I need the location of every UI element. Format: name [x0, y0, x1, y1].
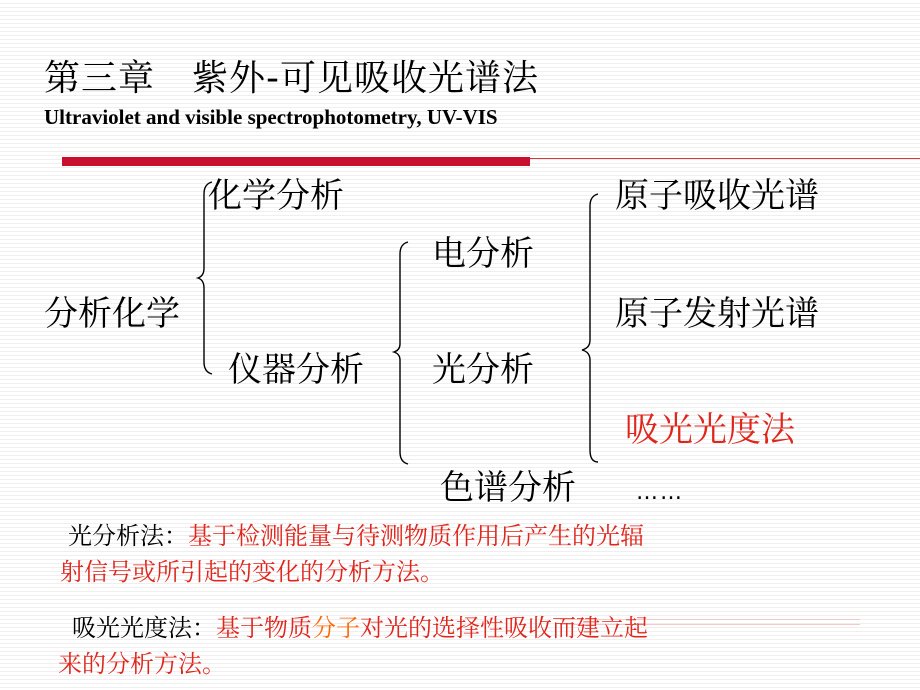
node-analytical-chemistry: 分析化学 — [44, 294, 180, 334]
brace-optical — [578, 192, 602, 464]
page-subtitle: Ultraviolet and visible spectrophotometry, UV-VIS — [44, 105, 498, 129]
node-chromatography: 色谱分析 — [440, 468, 576, 508]
definition-optical-term: 光分析法： — [68, 522, 188, 550]
node-instrumental-analysis: 仪器分析 — [228, 350, 364, 390]
definition-absorption-molecule: 分子 — [312, 614, 360, 642]
definition-optical — [60, 518, 644, 590]
definition-absorption-part3: 对光的选择性吸收而建立起 — [360, 614, 648, 642]
brace-instrumental — [392, 240, 412, 465]
node-atomic-absorption: 原子吸收光谱 — [615, 176, 819, 216]
definition-absorption-term: 吸光光度法： — [72, 614, 216, 642]
title-underline-thin — [530, 158, 920, 159]
node-electroanalysis: 电分析 — [432, 234, 534, 274]
definition-absorption — [58, 610, 648, 682]
node-ellipsis: …… — [636, 480, 684, 505]
definition-absorption-part1: 基于物质 — [216, 614, 312, 642]
node-chemical-analysis: 化学分析 — [208, 176, 344, 216]
node-atomic-emission: 原子发射光谱 — [615, 294, 819, 334]
node-optical-analysis: 光分析 — [432, 350, 534, 390]
definition-absorption-line2: 来的分析方法。 — [58, 650, 226, 678]
node-absorption-photometry: 吸光光度法 — [625, 410, 795, 450]
definition-optical-line2: 射信号或所引起的变化的分析方法。 — [60, 558, 444, 586]
definition-optical-line1: 基于检测能量与待测物质作用后产生的光辐 — [188, 522, 644, 550]
title-underline-bar — [62, 157, 530, 166]
brace-root — [196, 180, 216, 375]
page-title: 第三章 紫外-可见吸收光谱法 — [44, 58, 539, 99]
